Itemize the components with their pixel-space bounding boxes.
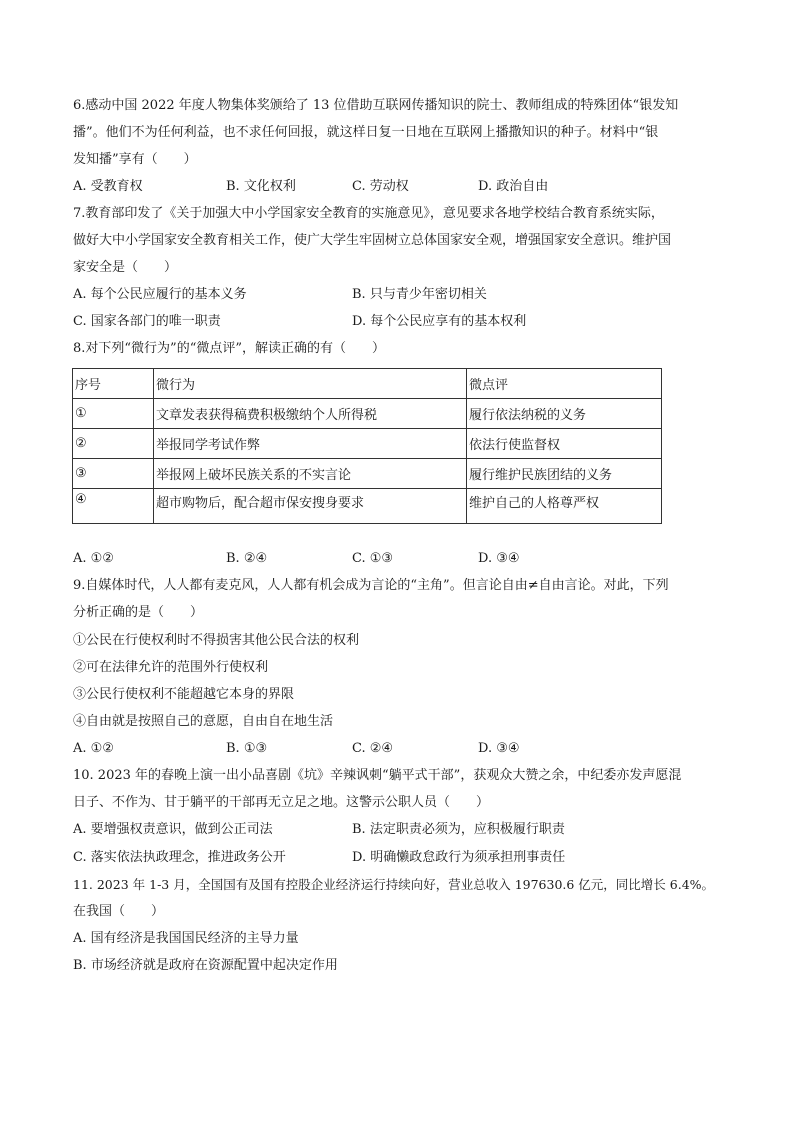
q6-stem-line-2: 播”。他们不为任何利益，也不求任何回报，就这样日复一日地在互联网上播撒知识的种子。材料中“银 <box>73 125 659 140</box>
q7-stem-line-1: 7.教育部印发了《关于加强大中小学国家安全教育的实施意见》，意见要求各地学校结合教育系统实际， <box>73 206 664 221</box>
table-cell: ④ <box>73 489 154 524</box>
q8-option-c: C. ①③ <box>352 551 394 566</box>
q7-option-a: A. 每个公民应履行的基本义务 <box>73 287 247 302</box>
q10-stem-line-1: 10. 2023 年的春晚上演一出小品喜剧《坑》辛辣讽刺“躺平式干部”，获观众大赞之余，中纪委亦发声愿混 <box>73 768 682 783</box>
q10-option-c: C. 落实依法执政理念，推进政务公开 <box>73 850 286 865</box>
q8-option-d: D. ③④ <box>478 551 520 566</box>
q6-stem-line-1: 6.感动中国 2022 年度人物集体奖颁给了 13 位借助互联网传播知识的院士、教师组成的特殊团体“银发知 <box>73 98 679 113</box>
table-cell: 举报同学考试作弊 <box>154 429 467 459</box>
q8-option-b: B. ②④ <box>226 551 268 566</box>
q6-option-c: C. 劳动权 <box>352 179 409 194</box>
q9-item-2: ②可在法律允许的范围外行使权利 <box>73 660 269 675</box>
q10-stem-line-2: 日子、不作为、甘于躺平的干部再无立足之地。这警示公职人员（ ） <box>73 795 490 810</box>
q7-option-d: D. 每个公民应享有的基本权利 <box>352 314 527 329</box>
q9-option-b: B. ①③ <box>226 741 268 756</box>
q11-stem-line-1: 11. 2023 年 1-3 月，全国国有及国有控股企业经济运行持续向好，营业总收入 197630.6 亿元，同比增长 6.4%。 <box>73 877 715 892</box>
table-header: 序号 <box>73 369 154 399</box>
q7-stem-line-2: 做好大中小学国家安全教育相关工作，使广大学生牢固树立总体国家安全观，增强国家安全意识。维护国 <box>73 233 672 248</box>
table-cell: ③ <box>73 459 154 489</box>
q6-stem-line-3: 发知播”享有（ ） <box>73 152 197 167</box>
table-row <box>73 429 662 459</box>
q8-option-a: A. ①② <box>73 551 114 566</box>
q10-option-a: A. 要增强权责意识，做到公正司法 <box>73 822 273 837</box>
q9-option-c: C. ②④ <box>352 741 394 756</box>
q9-item-3: ③公民行使权利不能超越它本身的界限 <box>73 687 295 702</box>
table-cell: 文章发表获得稿费积极缴纳个人所得税 <box>154 399 467 429</box>
q8-table <box>72 368 662 524</box>
q10-option-b: B. 法定职责必须为，应积极履行职责 <box>352 822 565 837</box>
q9-item-4: ④自由就是按照自己的意愿，自由自在地生活 <box>73 714 334 729</box>
table-header: 微点评 <box>467 369 662 399</box>
q7-option-b: B. 只与青少年密切相关 <box>352 287 487 302</box>
q9-option-a: A. ①② <box>73 741 114 756</box>
q6-option-a: A. 受教育权 <box>73 179 143 194</box>
q9-item-1: ①公民在行使权利时不得损害其他公民合法的权利 <box>73 633 360 648</box>
q9-stem-line-1: 9.自媒体时代，人人都有麦克风，人人都有机会成为言论的“主角”。但言论自由≠自由言论。对此，下列 <box>73 578 669 593</box>
table-cell: 履行依法纳税的义务 <box>467 399 662 429</box>
q11-option-a: A. 国有经济是我国国民经济的主导力量 <box>73 931 299 946</box>
q7-stem-line-3: 家安全是（ ） <box>73 260 178 275</box>
table-cell: 举报网上破坏民族关系的不实言论 <box>154 459 467 489</box>
table-header-row <box>73 369 662 399</box>
table-header: 微行为 <box>154 369 467 399</box>
q9-stem-line-2: 分析正确的是（ ） <box>73 605 204 620</box>
table-cell: 依法行使监督权 <box>467 429 662 459</box>
table-cell: ① <box>73 399 154 429</box>
q6-option-b: B. 文化权利 <box>226 179 296 194</box>
q7-option-c: C. 国家各部门的唯一职责 <box>73 314 221 329</box>
q9-option-d: D. ③④ <box>478 741 520 756</box>
q8-stem: 8.对下列“微行为”的“微点评”，解读正确的有（ ） <box>73 341 385 356</box>
table-row <box>73 489 662 524</box>
table-row <box>73 459 662 489</box>
q6-option-d: D. 政治自由 <box>478 179 549 194</box>
table-row <box>73 399 662 429</box>
table-cell: ② <box>73 429 154 459</box>
table-cell: 超市购物后，配合超市保安搜身要求 <box>154 489 467 524</box>
q10-option-d: D. 明确懒政怠政行为须承担刑事责任 <box>352 850 566 865</box>
q11-option-b: B. 市场经济就是政府在资源配置中起决定作用 <box>73 958 338 973</box>
table-cell: 维护自己的人格尊严权 <box>467 489 662 524</box>
q11-stem-line-2: 在我国（ ） <box>73 904 165 919</box>
table-cell: 履行维护民族团结的义务 <box>467 459 662 489</box>
